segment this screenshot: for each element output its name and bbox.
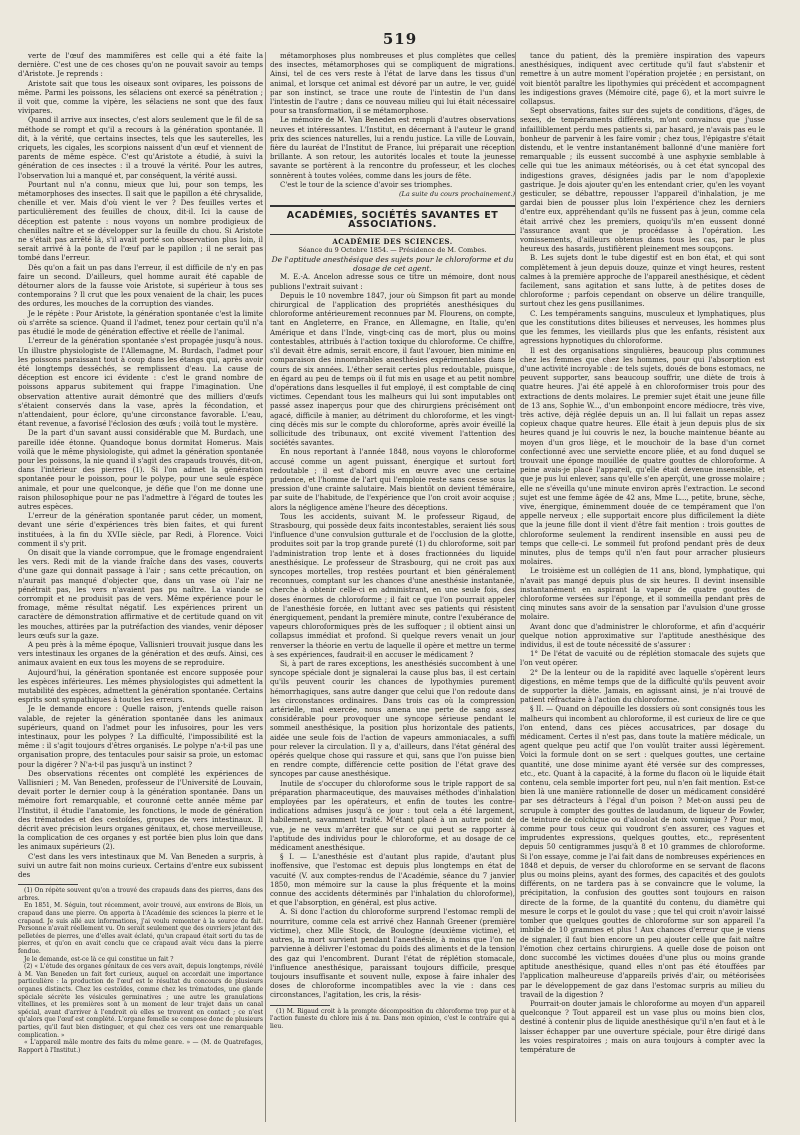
paragraph: 1° De l'état de vacuité ou de réplétion stomacale des sujets que l'on veut opérer. bbox=[520, 650, 765, 668]
column-middle-text bbox=[270, 273, 515, 1000]
paragraph: De la part d'un savant aussi considérable que M. Burdach, une pareille idée étonne. Quandoque bonus dormitat Homerus. Mais voilà que le même physiologiste, qui admet la génération spontanée pour les poissons, la nie quand il s'agit des crapauds trouvés, dit-on, dans l'intérieur des pierres (1). Si l'on admet la génération spontanée pour le poisson, pour le polype, pour une seule espèce animale, et pour une quelconque, je défie que l'on me donne une raison philosophique pour ne pas l'admettre à l'égard de toutes les autres espèces. bbox=[18, 429, 263, 511]
paragraph: § I. — L'anesthésie est d'autant plus rapide, d'autant plus inoffensive, que l'estomac est depuis plus longtemps en état de vacuité (V. aux comptes-rendus de l'Académie, séance du 7 janvier 1850, mon mémoire sur la cause la plus fréquente et la moins connue des accidents déterminés par l'inhalation du chloroforme), et que l'absorption, en général, est plus active. bbox=[270, 853, 515, 908]
paragraph: En nous reportant à l'année 1848, nous voyons le chloroforme accusé comme un agent puissant, énergique et surtout fort redoutable ; il est d'abord mis en œuvre avec une certaine prudence, et l'homme de l'art qui l'emploie reste sans cesse sous la pression d'une crainte salutaire. Mais bientôt on devient téméraire, par suite de l'habitude, de l'expérience que l'on croit avoir acquise ; alors la négligence amène l'heure des déceptions. bbox=[270, 448, 515, 512]
session-line: Séance du 9 Octobre 1854. — Présidence de M. Combes. bbox=[298, 245, 487, 254]
paragraph: Depuis le 10 novembre 1847, jour où Simpson fit part au monde chirurgical de l'application des propriétés anesthésiques du chloroforme antérieurement reconnues par M. Flourens, on compte, tant en Angleterre, en France, en Allemagne, en Italie, qu'en Amérique et dans l'Inde, vingt-cinq cas de mort, plus ou moins contestables, attribués à l'action toxique du chloroforme. Ce chiffre, s'il devait être admis, serait encore, il faut l'avouer, bien minime en comparaison des innombrables anesthésies expérimentales dans le cours de six années. L'éther serait certes plus redoutable, puisque, en égard au peu de temps où il fut mis en usage et au petit nombre d'opérations dans lesquelles il fut employé, il est comptable de cinq victimes. Cependant tous les malheurs qui lui sont imputables ont passé assez inaperçus pour que des chirurgiens précisément ont agacé, difficile à manier, au détriment du chloroforme, et les vingt-cinq décès mis sur le compte du chloroforme, après avoir éveillé la sollicitude des tribunaux, ont excité vivement l'attention des sociétés savantes. bbox=[270, 291, 515, 448]
paragraph: On disait que la viande corrompue, que le fromage engendraient les vers. Redi mit de la viande fraîche dans des vases, couverts d'une gaze qui donnait passage à l'air ; sans cette précaution, on n'aurait pas manqué d'objecter que, dans un vase où l'air ne pénétrait pas, les vers n'avaient pas pu naître. La viande se corrompit et ne produisit pas de vers. Même expérience pour le fromage, même résultat négatif. Les expériences prirent un caractère de démonstration affirmative et de certitude quand on vit les mouches, attirées par la putréfaction des viandes, venir déposer leurs œufs sur la gaze. bbox=[18, 548, 263, 640]
column-middle-footnotes bbox=[270, 1008, 515, 1031]
paragraph: C'est dans les vers intestinaux que M. Van Beneden a surpris, à suivi un autre fait non moins curieux. Certains d'entre eux subissent des bbox=[18, 852, 263, 880]
footnote: « L'appareil mâle montre des faits du même genre. » — (M. de Quatrefages, Rapport à l'Institut.) bbox=[18, 1039, 263, 1054]
column-left bbox=[18, 52, 263, 1124]
footnote: (2) « L'étude des organes génitaux de ces vers avait, depuis longtemps, révélé à M. Van Beneden un fait fort curieux, auquel on accordait une importance particulière : la production de l'œuf est le résultat du concours de plusieurs organes distincts. Chez les cestoïdes, comme chez les trématodes, une glande spéciale sécrète les vésicules germinatives ; une autre les granulations vitellines, et les premières sont à un moment de leur trajet dans un canal spécial, avant d'arriver à l'endroit où elles se trouvent en contact ; ce n'est qu'alors que l'œuf est complété. L'organe femelle se compose donc de plusieurs parties, qu'il faut bien distinguer, et qui chez ces vers ont une remarquable complication. » bbox=[18, 963, 263, 1039]
paragraph: Inutile de s'occuper du chloroforme sous le triple rapport de sa préparation pharmaceutique, des mauvaises méthodes d'inhalation employées par les opérateurs, et enfin de toutes les contre-indications admises jusqu'à ce jour : tout cela a été largement, habilement, savamment traité. M'étant placé à un autre point de vue, je ne veux m'arrêter que sur ce qui peut se rapporter à l'aptitude des individus pour le chloroforme, et au dosage de ce médicament anesthésique. bbox=[270, 779, 515, 853]
column-right-text bbox=[520, 52, 765, 1055]
academy-heading: ACADÉMIE DES SCIENCES. bbox=[332, 236, 453, 246]
column-left-text bbox=[18, 52, 263, 880]
continued-note: (La suite du cours prochainement.) bbox=[399, 190, 515, 199]
paragraph: tance du patient, dès la première inspiration des vapeurs anesthésiques, indiquent avec certitude qu'il faut s'abstenir et remettre à un autre moment l'opération projetée ; en persistant, on voit bientôt paraître les lipothymies qui précèdent et accompagnent les indigestions graves (Mémoire cité, page 6), et la mort suivre le collapsus. bbox=[520, 52, 765, 107]
paragraph: Le troisième est un collégien de 11 ans, blond, lymphatique, qui n'avait pas mangé depuis plus de six heures. Il devint insensible instantanément en aspirant la vapeur de quatre gouttes de chloroforme versées sur l'éponge, et il sommeilla pendant près de cinq minutes sans avoir de la sensation par l'avulsion d'une grosse molaire. bbox=[520, 567, 765, 622]
column-left-footnotes bbox=[18, 887, 263, 1054]
article-title: De l'aptitude anesthésique des sujets pour le chloroforme et du dosage de cet agent. bbox=[271, 255, 514, 274]
paragraph: Le mémoire de M. Van Beneden est rempli d'autres observations neuves et intéressantes. L'Institut, en décernant à l'auteur le grand prix des sciences naturelles, lui a rendu justice. La ville de Louvain, fière du lauréat de l'Institut de France, lui préparait une réception brillante. A son retour, les autorités locales et toute la jeunesse savante se portèrent à la rencontre du professeur, et les cloches sonnèrent à toutes volées, comme dans les jours de fête. bbox=[270, 116, 515, 180]
paragraph: Si, à part de rares exceptions, les anesthésiés succombent à une syncope spéciale dont je signalerai la cause plus bas, il est certain qu'ils peuvent courir les chances de lypothymies purement hémorrhagiques, sans autre danger que celui que l'on redoute dans les circonstances ordinaires. Dans trois cas où la compression artérielle, mal exercée, nous amena une perte de sang assez considérable pour provoquer une syncope sérieuse pendant le sommeil anesthésique, la position plus horizontale des patients, aidée une seule fois de l'action de vapeurs ammoniacales, a suffi pour relever la circulation. Il y a, d'ailleurs, dans l'état général des opérés quelque chose qui rassure et qui, sans que l'on puisse bien en rendre compte, différencie cette position de l'état grave des syncopes par cause anesthésique. bbox=[270, 660, 515, 779]
paragraph: Dès qu'on a fait un pas dans l'erreur, il est difficile de n'y en pas faire un second. D'ailleurs, quel homme aurait été capable de détourner alors de la fausse voie Aristote, si supérieur à tous ses contemporains ? Il crut que les poux venaient de la chair, les puces des ordures, les mouches de la corruption des viandes. bbox=[18, 263, 263, 309]
paragraph: § II. — Quand on dépouille les dossiers où sont consignés tous les malheurs qui incombent au chloroforme, il est curieux de lire ce que l'on entend, dans ces pièces accusatrices, par dosage du médicament. Certes il n'est pas, dans toute la matière médicale, un agent quelque peu actif que l'on voulût traiter aussi légèrement. Voici la formule dont on se sert : quelques gouttes, une certaine quantité, une dose minime ayant été versée sur des compresses, etc., etc. Quant à la capacité, à la forme du flacon où le liquide était contenu, cela semble importer fort peu, nul n'en fait mention. Est-ce bien là une manière rationnelle de doser un médicament considéré par ses détracteurs à l'égal d'un poison ? Met-on aussi peu de scrupule à compter des gouttes de laudanum, de liqueur de Fowler, de teinture de colchique ou d'alcoolat de noix vomique ? Pour moi, comme pour tous ceux qui voudront s'en assurer, ces vagues et imprudentes expressions, quelques gouttes, etc., représentent depuis 50 centigrammes jusqu'à 8 et 10 grammes de chloroforme. Si l'on essaye, comme je l'ai fait dans de nombreuses expériences en 1848 et depuis, de verser du chloroforme en se servant de flacons plus ou moins pleins, ayant des formes, des capacités et des goulots différents, on ne tardera pas à se convaincre que le volume, la précipitation, la confusion des gouttes sont toujours en raison directe de la forme, de la quantité du contenu, du diamètre qui mesure le corps et le goulot du vase ; que tel qui croit n'avoir laissé tomber que quelques gouttes de chloroforme sur son appareil l'a imbibé de 10 grammes et plus ! Aux chances d'erreur que je viens de signaler, il faut bien encore un peu ajouter celle que fait naître l'émotion chez certains chirurgiens. A quelle dose de poison ont donc succombé les victimes douées d'une plus ou moins grande aptitude anesthésique, quand elles n'ont pas été étouffées par l'application malheureuse d'appareils privés d'air, ou météorisées par le développement de gaz dans l'estomac surpris au milieu du travail de la digestion ? bbox=[520, 705, 765, 999]
footnote-rule bbox=[18, 884, 78, 885]
column-middle-text-top bbox=[270, 52, 515, 190]
column-divider bbox=[265, 52, 266, 1122]
paragraph: Pourrait-on douter jamais le chloroforme au moyen d'un appareil quelconque ? Tout appareil est un vase plus ou moins bien clos, destiné à contenir plus de liquide anesthésique qu'il n'en faut et à le laisser échapper par une ouverture spéciale, pour être dirigé dans les voies respiratoires ; mais on aura toujours à compter avec la température de bbox=[520, 999, 765, 1054]
paragraph: Aristote sait que tous les oiseaux sont ovipares, les poissons de même. Parmi les poissons, les sélaciens ont exercé sa pénétration ; il voit que, comme la vipère, les sélaciens ne sont que des faux vivipares. bbox=[18, 79, 263, 116]
paragraph: A. Si donc l'action du chloroforme surprend l'estomac rempli de nourriture, comme cela est arrivé chez Hannah Greener (première victime), chez Mlle Stock, de Boulogne (deuxième victime), et autres, la mort survient pendant l'anesthésie, à moins que l'on ne parvienne à délivrer l'estomac du poids des aliments et de la tension des gaz qui l'encombrent. Durant l'état de réplétion stomacale, l'influence anesthésique, paraissant toujours difficile, presque toujours insuffisante et souvent nulle, expose à faire inhaler des doses de chloroforme incompatibles avec la vie : dans ces circonstances, l'agitation, les cris, la résis- bbox=[270, 908, 515, 1000]
paragraph: M. E.-A. Ancelon adresse sous ce titre un mémoire, dont nous publions l'extrait suivant : bbox=[270, 273, 515, 291]
column-divider bbox=[515, 52, 516, 1122]
paragraph: Sept observations, faites sur des sujets de conditions, d'âges, de sexes, de tempéraments différents, m'ont convaincu que j'usse infailliblement perdu mes patients si, par hasard, je n'avais pas eu le bonheur de parvenir à les faire vomir ; chez tous, l'épigastre s'était distendu, et le ventre instantanément ballonné d'une manière fort remarquable ; ils eussent succombé à une asphyxie semblable à celle qui tue les animaux météorisés, ou à cet état syncopal des indigestions graves, désignées jadis par le nom d'apoplexie gastrique. Je dois ajouter qu'en les entendant crier, qu'en les voyant gesticuler, se débattre, repousser l'appareil d'inhalation, je me gardai bien de pousser plus loin l'expérience chez les derniers d'entre eux, appréhendant qu'ils ne fussent pas à jeun, comme cela était arrivé chez les premiers, quoiqu'ils m'en eussent donné l'assurance avant que je procédasse à l'opération. Les vomissements, d'ailleurs obtenus dans tous les cas, par le plus heureux des hasards, justifièrent pleinement mes soupçons. bbox=[520, 107, 765, 254]
column-middle bbox=[270, 52, 515, 1124]
paragraph: B. Les sujets dont le tube digestif est en bon état, et qui sont complètement à jeun depuis douze, quinze et vingt heures, restent calmes à la première approche de l'appareil anesthésique, et cèdent facilement, sans agitation et sans lutte, à de petites doses de chloroforme ; parfois cependant on observe un délire tranquille, surtout chez les gens pusillanimes. bbox=[520, 254, 765, 309]
footnote: (1) On répète souvent qu'on a trouvé des crapauds dans des pierres, dans des arbres. bbox=[18, 887, 263, 902]
paragraph: Aujourd'hui, la génération spontanée est encore supposée pour les espèces inférieures. Les mêmes physiologistes qui admettent la mutabilité des espèces, admettent la génération spontanée. Certains esprits sont sympathiques à toutes les erreurs. bbox=[18, 668, 263, 705]
page-number: 519 bbox=[382, 30, 418, 48]
column-right bbox=[520, 52, 765, 1124]
paragraph: 2° De la lenteur ou de la rapidité avec laquelle s'opèrent leurs digestions, en même temps que de la difficulté qu'ils peuvent avoir de supporter la diète. Jamais, en agissant ainsi, je n'ai trouvé de patient réfractaire à l'action du chloroforme. bbox=[520, 668, 765, 705]
paragraph: L'erreur de la génération spontanée s'est propagée jusqu'à nous. Un illustre physiologiste de l'Allemagne, M. Burdach, l'admet pour les poissons paraissant tout à coup dans les étangs qui, après avoir été longtemps desséchés, se remplissent d'eau. La cause de déception est encore ici évidente : c'est le grand nombre de poissons apparus subitement qui frappe l'imagination. Une observation attentive aurait démontré que des milliers d'œufs s'étaient conservés dans la vase, après la fécondation, et n'attendaient, pour éclore, qu'une circonstance favorable. L'eau, étant revenue, a favorisé l'éclosion des œufs ; voilà tout le mystère. bbox=[18, 337, 263, 429]
paragraph: Je le répète : Pour Aristote, la génération spontanée c'est la limite où s'arrête sa science. Quand il l'admet, tenez pour certain qu'il n'a pas étudié le mode de génération effective et réelle de l'animal. bbox=[18, 309, 263, 337]
paragraph: A peu près à la même époque, Vallisnieri trouvait jusque dans les vers intestinaux les organes de la génération et des œufs. Ainsi, ces animaux avaient en eux tous les moyens de se reproduire. bbox=[18, 641, 263, 668]
paragraph: Avant donc que d'administrer le chloroforme, et afin d'acquérir quelque notion approximative sur l'aptitude anesthésique des individus, il est de toute nécessité de s'assurer : bbox=[520, 622, 765, 649]
footnote: (1) M. Rigaud croit à la prompte décomposition du chloroforme trop pur et à l'action funeste du chlore mis à nu. Dans mon opinion, c'est le contraire qui a lieu. bbox=[270, 1007, 515, 1030]
paragraph: C'est le tour de la science d'avoir ses triomphes. bbox=[280, 180, 453, 189]
paragraph: verte de l'œuf des mammifères est celle qui a été faite la dernière. C'est une de ces choses qu'on ne pouvait savoir au temps d'Aristote. Je reprends : bbox=[18, 52, 263, 79]
paragraph: Je le demande encore : Quelle raison, j'entends quelle raison valable, de rejeter la génération spontanée dans les animaux supérieurs, quand on l'admet pour les infusoires, pour les vers intestinaux, pour les polypes ? La difficulté, l'impossibilité est la même : il s'agit toujours d'êtres organisés. Le polype n'a-t-il pas une organisation propre, des tentacules pour saisir sa proie, un estomac pour la digérer ? N'a-t-il pas jusqu'à un instinct ? bbox=[18, 705, 263, 769]
footnote: Je le demande, est-ce là ce qui constitue un fait ? bbox=[24, 955, 174, 963]
paragraph: L'erreur de la génération spontanée parut céder, un moment, devant une série d'expériences très bien faites, et qui furent instituées, à la fin du XVIIe siècle, par Redi, à Florence. Voici comment il s'y prit. bbox=[18, 512, 263, 548]
paragraph: Tous les accidents, suivant M. le professeur Rigaud, de Strasbourg, qui possède deux faits incontestables, seraient liés sous l'influence d'une convulsion gutturale et de l'occlusion de la glotte, produites soit par la trop grande pureté (1) du chloroforme, soit par l'administration trop lente et à doses fractionnées du liquide anesthésique. Le professeur de Strasbourg, qui ne croit pas aux syncopes mortelles, trop restées pourtant et bien généralement reconnues, comptant sur les chances d'une anesthésie instantanée, cherche à obtenir celle-ci en administrant, en une seule fois, des doses énormes de chloroforme ; il fait ce que l'on pourrait appeler de l'anesthésie forcée, en luttant avec ses patients qui résistent énergiquement, pendant la première minute, contre l'exubérance de vapeurs chloroformiques près de les suffoquer ; il obtient ainsi un collapsus immédiat et profond. Si quelque revers venait un jour renverser la théorie en vertu de laquelle il opère et mettre un terme à ses expériences, faudrait-il en accuser le médicament ? bbox=[270, 512, 515, 659]
footnote-rule bbox=[270, 1005, 330, 1006]
footnote: En 1851, M. Séguin, tout récemment, avoir trouvé, aux environs de Blois, un crapaud dans une pierre. On apporta à l'Académie des sciences la pierre et le crapaud. Je suis allé aux informations, j'ai voulu remonter à la source du fait. Personne n'avait réellement vu. On serait seulement que des ouvriers jetant des pelletées de pierres, une d'elles avait éclaté, qu'un crapaud était sorti du tas de pierres, et qu'on en avait conclu que ce crapaud avait vécu dans la pierre fendue. bbox=[18, 902, 263, 956]
section-heading: ACADÉMIES, SOCIÉTÉS SAVANTES ET ASSOCIATIONS. bbox=[270, 205, 515, 234]
paragraph: Pourtant nul n'a connu, mieux que lui, pour son temps, les métamorphoses des insectes. Il sait que le papillon a été chrysalide, chenille et ver. Mais d'où vient le ver ? Des feuilles vertes et particulièrement des feuilles de choux, dit-il. Ici la cause de déception est patente : nous voyons un nombre prodigieux de chenilles naître et se développer sur la feuille du chou. Si Aristote ne s'était pas arrêté là, s'il avait porté son observation plus loin, il serait arrivé à la ponte de l'œuf par le papillon ; il ne serait pas tombé dans l'erreur. bbox=[18, 180, 263, 263]
paragraph: Il est des organisations singulières, beaucoup plus communes chez les femmes que chez les hommes, pour qui l'absorption est d'une activité incroyable : de tels sujets, doués de bons estomacs, ne peuvent supporter, sans beaucoup souffrir, une diète de trois à quatre heures. J'ai été appelé à en chloroformiser trois pour des extractions de dents molaires. Le premier sujet était une jeune fille de 13 ans, Sophie W..., d'un embonpoint encore médiocre, très vive, très active, déjà réglée depuis un an. Il lui fallait un repas assez copieux chaque quatre heures. Elle était à jeun depuis plus de six heures quand je lui couvris le nez, la bouche maintenue béante au moyen d'un gros liège, et le mouchoir de la base d'un cornet confectionné avec une serviette encore pliée, et au fond duquel se trouvait une éponge mouillée de quatre gouttes de chloroforme. A peine avais-je placé l'appareil, qu'elle était devenue insensible, et que je pus lui enlever, sans qu'elle s'en aperçût, une grosse molaire ; elle ne s'éveilla qu'une minute environ après l'extraction. Le second sujet est une femme âgée de 42 ans, Mme L..., petite, brune, sèche, vive, énergique, éminemment douée de ce tempérament que l'on appelle nerveux ; elle supportait encore plus difficilement la diète que la jeune fille dont il vient d'être fait mention : trois gouttes de chloroforme seulement la rendirent insensible en aussi peu de temps que celle-ci. Le sommeil fut profond pendant près de deux minutes, plus de temps qu'il n'en faut pour arracher plusieurs molaires. bbox=[520, 346, 765, 567]
paragraph: Des observations récentes ont complété les expériences de Vallisnieri ; M. Van Beneden, professeur de l'Université de Louvain, devait porter le dernier coup à la génération spontanée. Dans un mémoire fort remarquable, et couronné cette année même par l'Institut, il étudie l'anatomie, les fonctions, le mode de génération des trématodes et des cestoïdes, groupes de vers intestinaux. Il décrit avec précision leurs organes génitaux, et, chose merveilleuse, la complication de ces organes y est portée bien plus loin que dans les animaux supérieurs (2). bbox=[18, 769, 263, 852]
paragraph: Quand il arrive aux insectes, c'est alors seulement que le fil de sa méthode se rompt et qu'il a recours à la génération spontanée. Il dit, à la vérité, que certains insectes, tels que les sauterelles, les criquets, les cigales, les scorpions naissent d'un œuf et viennent de parents de même espèce. C'est qu'Aristote a étudié, à suivi la génération de ces insectes : il a trouvé la vérité. Pour les autres, l'observation lui a manqué et, par conséquent, la vérité aussi. bbox=[18, 116, 263, 180]
paragraph: C. Les tempéraments sanguins, musculeux et lymphatiques, plus que les constitutions dites bilieuses et nerveuses, les hommes plus que les femmes, les vieillards plus que les enfants, résistent aux agressions hypnotiques du chloroforme. bbox=[520, 309, 765, 346]
paragraph: métamorphoses plus nombreuses et plus complètes que celles des insectes, métamorphoses qui se compliquent de migrations. Ainsi, tel de ces vers reste à l'état de larve dans les tissus d'un animal, et lorsque cet animal est dévoré par un autre, le ver, guidé par son instinct, se trace une route de l'intestin de l'un dans l'intestin de l'autre ; dans ce nouveau milieu qui lui était nécessaire pour sa transformation, il se métamorphose. bbox=[270, 52, 515, 116]
